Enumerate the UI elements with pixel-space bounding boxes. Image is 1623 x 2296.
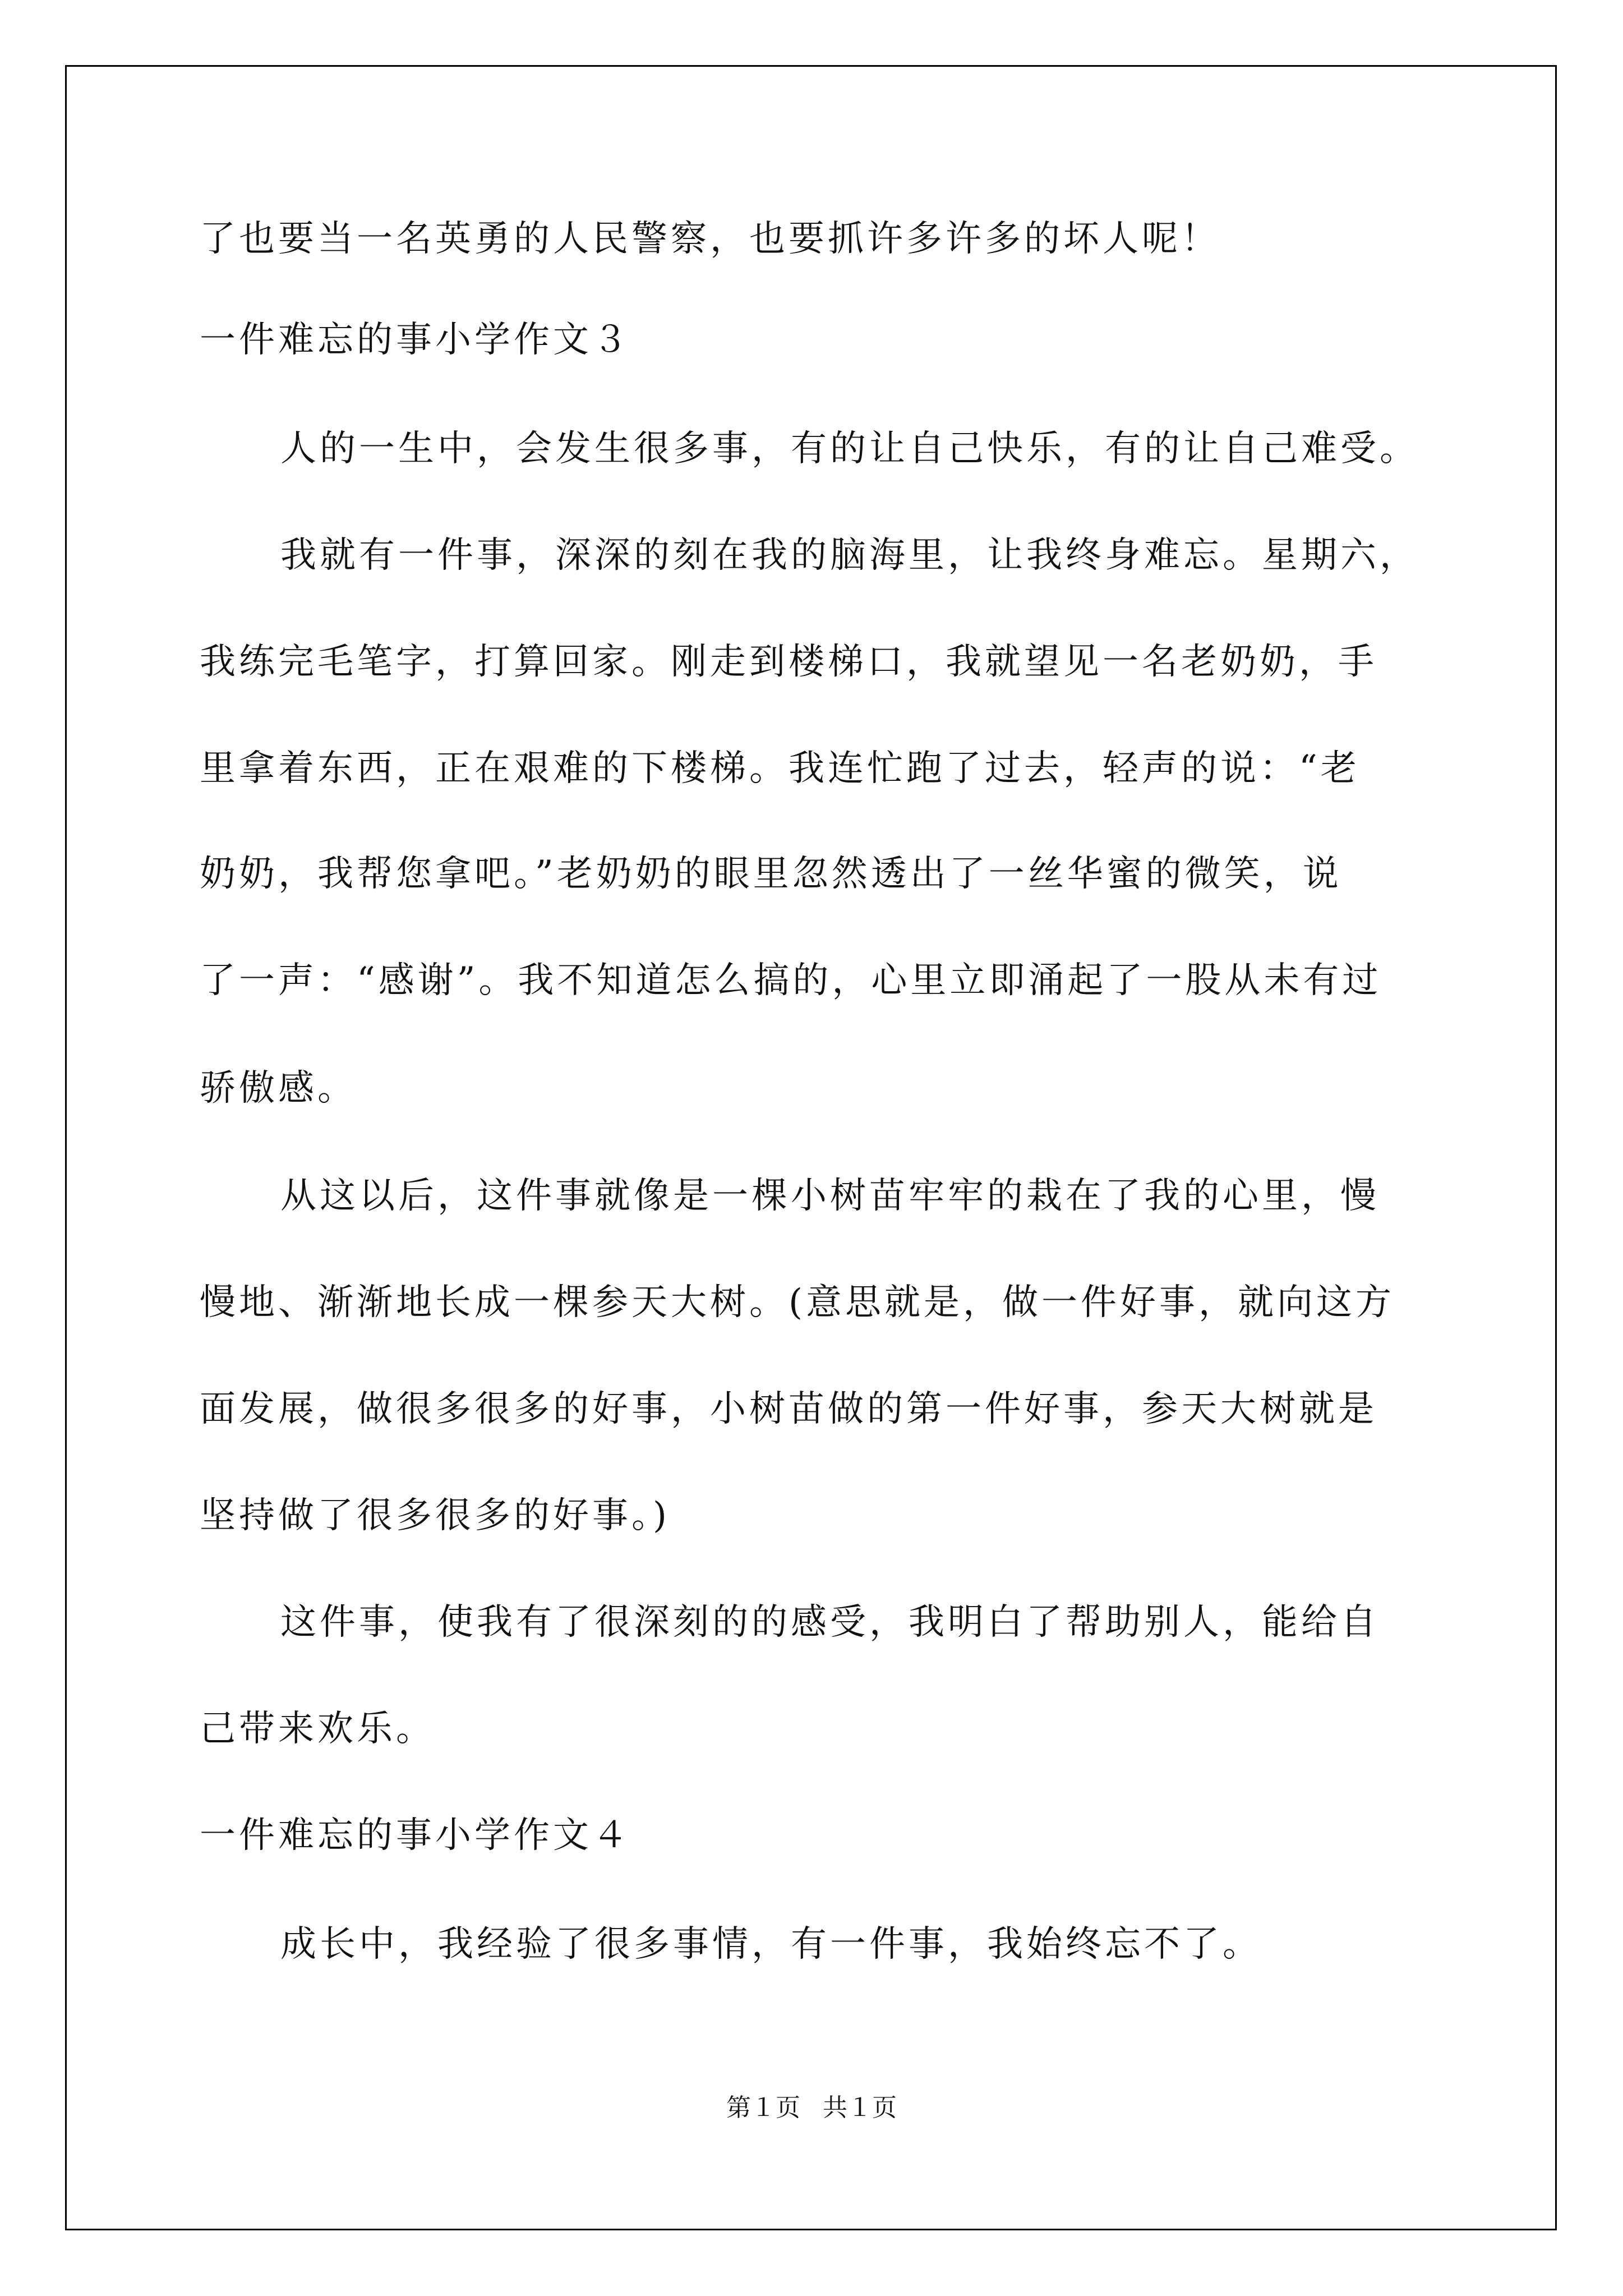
text-line: 面发展，做很多很多的好事，小树苗做的第一件好事，参天大树就是: [200, 1388, 1377, 1430]
text-line: 我练完毛笔字，打算回家。刚走到楼梯口，我就望见一名老奶奶，手: [200, 641, 1377, 683]
page-footer: [0, 2092, 1623, 2124]
text-line: 我就有一件事，深深的刻在我的脑海里，让我终身难忘。星期六，: [280, 535, 1419, 576]
page-border: [65, 65, 1557, 2230]
text-line: 了一声：“感谢”。我不知道怎么搞的，心里立即涌起了一股从未有过: [200, 960, 1382, 1001]
text-line: 成长中，我经验了很多事情，有一件事，我始终忘不了。: [280, 1924, 1262, 1965]
text-line: 里拿着东西，正在艰难的下楼梯。我连忙跑了过去，轻声的说：“老: [200, 748, 1360, 789]
text-line: 慢地、渐渐地长成一棵参天大树。(意思就是，做一件好事，就向这方: [200, 1282, 1395, 1323]
text-line: 这件事，使我有了很深刻的的感受，我明白了帮助别人，能给自: [280, 1602, 1380, 1643]
text-line: 骄傲感。: [200, 1068, 357, 1109]
section-heading: 一件难忘的事小学作文３: [200, 319, 631, 361]
text-line: 人的一生中，会发生很多事，有的让自己快乐，有的让自己难受。: [280, 428, 1419, 470]
text-line: 坚持做了很多很多的好事。): [200, 1495, 670, 1536]
page-number-total: 共１页: [823, 2093, 897, 2122]
page-number-current: 第１页: [726, 2093, 800, 2122]
text-line: 了也要当一名英勇的人民警察，也要抓许多许多的坏人呢！: [200, 218, 1220, 260]
section-heading: 一件难忘的事小学作文４: [200, 1815, 631, 1856]
text-line: 奶奶，我帮您拿吧。”老奶奶的眼里忽然透出了一丝华蜜的微笑，说: [200, 853, 1342, 895]
text-line: 从这以后，这件事就像是一棵小树苗牢牢的栽在了我的心里，慢: [280, 1175, 1380, 1217]
text-line: 己带来欢乐。: [200, 1708, 435, 1750]
